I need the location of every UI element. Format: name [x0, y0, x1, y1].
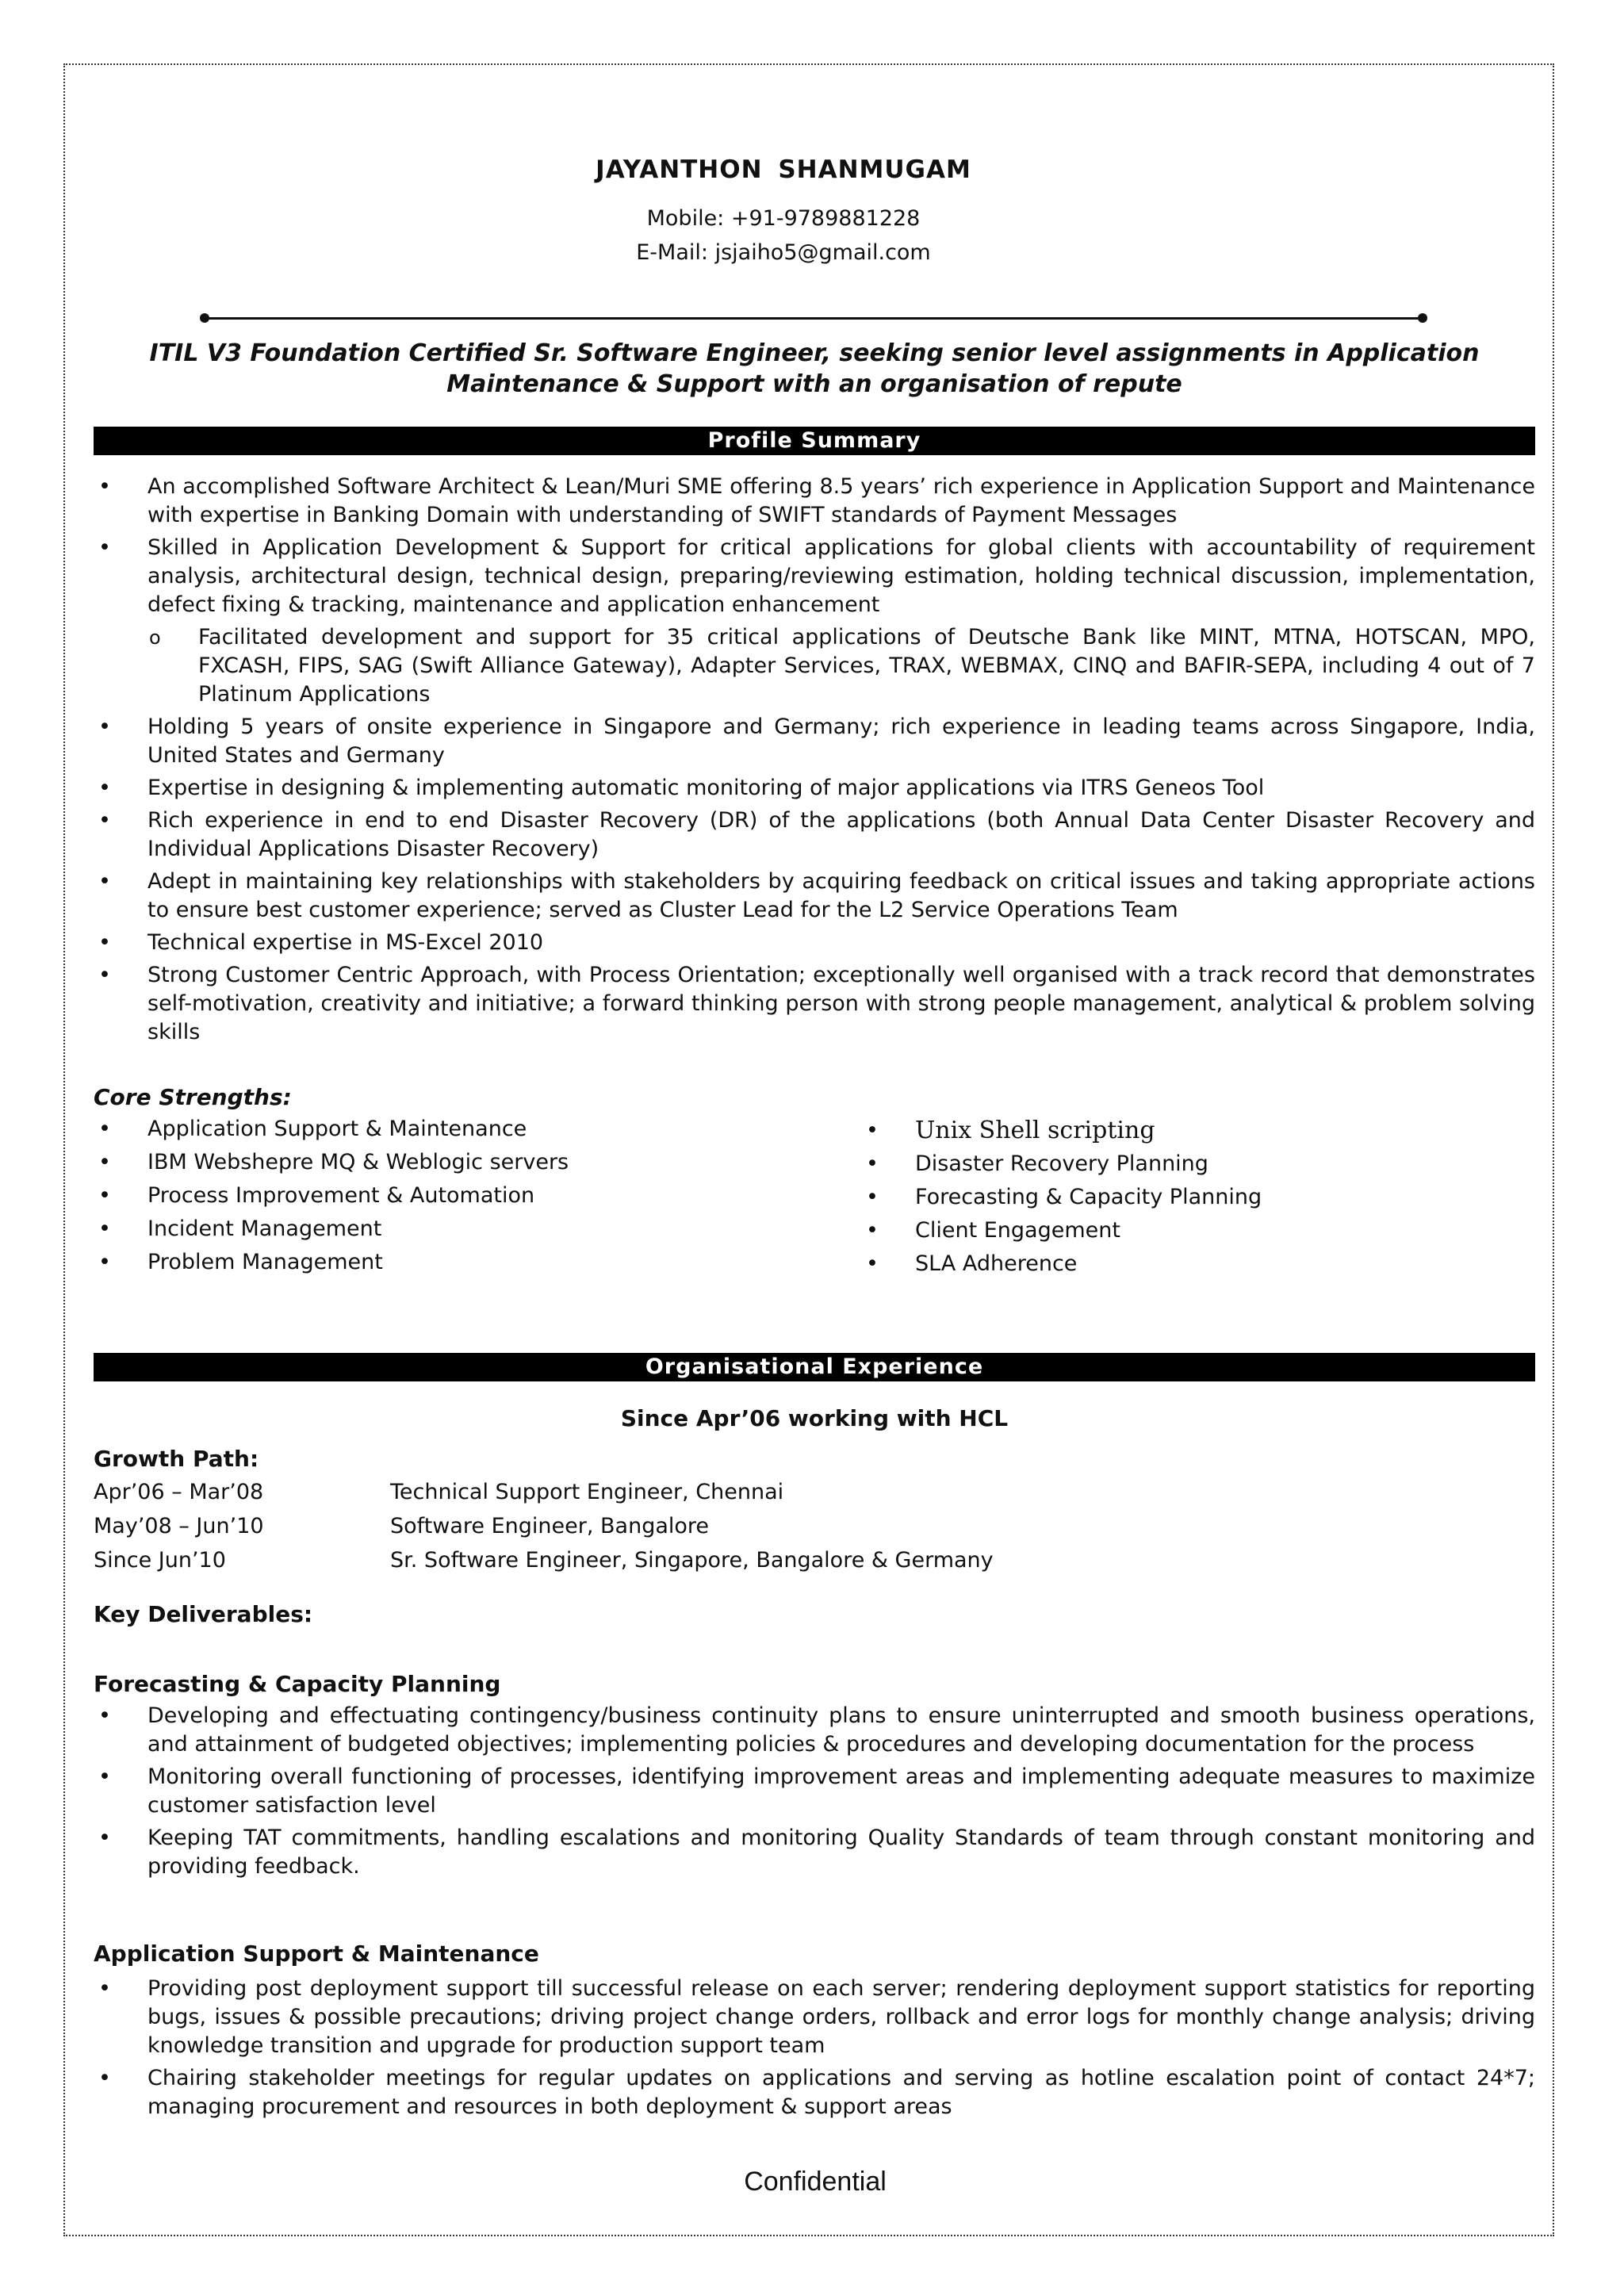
list-item: • IBM Webshepre MQ & Weblogic servers	[94, 1148, 744, 1177]
growth-role: Software Engineer, Bangalore	[390, 1514, 710, 1538]
list-item: • Skilled in Application Development & Support for critical applications for global clients with accountability of requirement analysis, architectural design, technical design, preparing/reviewing estimation, holding technical discussion, implementation, defect fixing & tracking, maintenance and application enhancement	[94, 534, 1535, 619]
list-item: • An accomplished Software Architect & Lean/Muri SME offering 8.5 years’ rich experience in Application Support and Maintenance with expertise in Banking Domain with understanding of SWIFT standards of Payment Messages	[94, 473, 1535, 530]
employer-summary: Since Apr’06 working with HCL	[620, 1405, 1009, 1431]
list-item: • Providing post deployment support till successful release on each server; rendering deployment support statistics for reporting bugs, issues & possible precautions; driving project change orders, rollback and error logs for monthly change analysis; driving knowledge transition and upgrade for production support team	[94, 1975, 1535, 2060]
list-item: • Process Improvement & Automation	[94, 1182, 744, 1210]
core-strengths-right	[861, 1117, 1511, 1283]
growth-date: May’08 – Jun’10	[94, 1514, 264, 1538]
list-item: • Technical expertise in MS-Excel 2010	[94, 929, 1535, 957]
list-item: o Facilitated development and support for 35 critical applications of Deutsche Bank like MINT, MTNA, HOTSCAN, MPO, FXCASH, FIPS, SAG (Swift Alliance Gateway), Adapter Services, TRAX, WEBMAX, CINQ and BAFIR-SEPA, including 4 out of 7 Platinum Applications	[94, 623, 1535, 709]
app-support-heading: Application Support & Maintenance	[94, 1941, 539, 1967]
growth-role: Technical Support Engineer, Chennai	[390, 1480, 784, 1504]
email-address: E-Mail: jsjaiho5@gmail.com	[636, 240, 931, 265]
resume-header	[94, 155, 1473, 270]
list-item: • SLA Adherence	[861, 1250, 1511, 1278]
list-item: • Disaster Recovery Planning	[861, 1150, 1511, 1178]
forecasting-heading: Forecasting & Capacity Planning	[94, 1671, 501, 1697]
growth-date: Apr’06 – Mar’08	[94, 1480, 264, 1504]
growth-role: Sr. Software Engineer, Singapore, Bangalore & Germany	[390, 1548, 994, 1573]
list-item: • Rich experience in end to end Disaster Recovery (DR) of the applications (both Annual Data Center Disaster Recovery and Individual Applications Disaster Recovery)	[94, 807, 1535, 864]
profile-summary-list	[94, 473, 1535, 1051]
core-strengths-left	[94, 1115, 744, 1282]
list-item: • Forecasting & Capacity Planning	[861, 1183, 1511, 1212]
list-item: • Holding 5 years of onsite experience in Singapore and Germany; rich experience in leading teams across Singapore, India, United States and Germany	[94, 713, 1535, 770]
list-item: • Monitoring overall functioning of processes, identifying improvement areas and implementing adequate measures to maximize customer satisfaction level	[94, 1763, 1535, 1820]
objective-line-1: ITIL V3 Foundation Certified Sr. Software Engineer, seeking senior level assignments in Application	[149, 339, 1480, 367]
header-divider	[205, 317, 1423, 320]
list-item: • Expertise in designing & implementing automatic monitoring of major applications via ITRS Geneos Tool	[94, 774, 1535, 803]
forecasting-list	[94, 1702, 1535, 1885]
list-item: • Keeping TAT commitments, handling escalations and monitoring Quality Standards of team through constant monitoring and providing feedback.	[94, 1824, 1535, 1881]
list-item: • Application Support & Maintenance	[94, 1115, 744, 1144]
list-item: • Chairing stakeholder meetings for regular updates on applications and serving as hotline escalation point of contact 24*7; managing procurement and resources in both deployment & support areas	[94, 2064, 1535, 2121]
core-strengths-heading: Core Strengths:	[94, 1084, 292, 1110]
footer-confidential: Confidential	[744, 2167, 887, 2197]
list-item: • Adept in maintaining key relationships with stakeholders by acquiring feedback on critical issues and taking appropriate actions to ensure best customer experience; served as Cluster Lead for the L2 Service Operations Team	[94, 868, 1535, 925]
table-row	[94, 1509, 1537, 1543]
growth-path-table	[94, 1475, 1537, 1577]
experience-heading: Organisational Experience	[94, 1353, 1535, 1381]
list-item: • Unix Shell scripting	[861, 1117, 1511, 1145]
profile-summary-heading: Profile Summary	[94, 427, 1535, 455]
objective-statement	[94, 338, 1535, 400]
table-row	[94, 1543, 1537, 1577]
list-item: • Incident Management	[94, 1215, 744, 1243]
list-item: • Strong Customer Centric Approach, with Process Orientation; exceptionally well organised with a track record that demonstrates self-motivation, creativity and initiative; a forward thinking person with strong people management, analytical & problem solving skills	[94, 961, 1535, 1047]
key-deliverables-heading: Key Deliverables:	[94, 1601, 313, 1627]
growth-path-heading: Growth Path:	[94, 1446, 259, 1472]
list-item: • Client Engagement	[861, 1216, 1511, 1245]
app-support-list	[94, 1975, 1535, 2125]
list-item: • Problem Management	[94, 1248, 744, 1277]
candidate-name: JAYANTHON SHANMUGAM	[596, 155, 971, 184]
list-item: • Developing and effectuating contingency/business continuity plans to ensure uninterrupted and smooth business operations, and attainment of budgeted objectives; implementing policies & procedures and developing documentation for the process	[94, 1702, 1535, 1759]
objective-line-2: Maintenance & Support with an organisation of repute	[446, 370, 1182, 398]
growth-date: Since Jun’10	[94, 1548, 226, 1573]
mobile-number: Mobile: +91-9789881228	[646, 206, 921, 231]
table-row	[94, 1475, 1537, 1509]
